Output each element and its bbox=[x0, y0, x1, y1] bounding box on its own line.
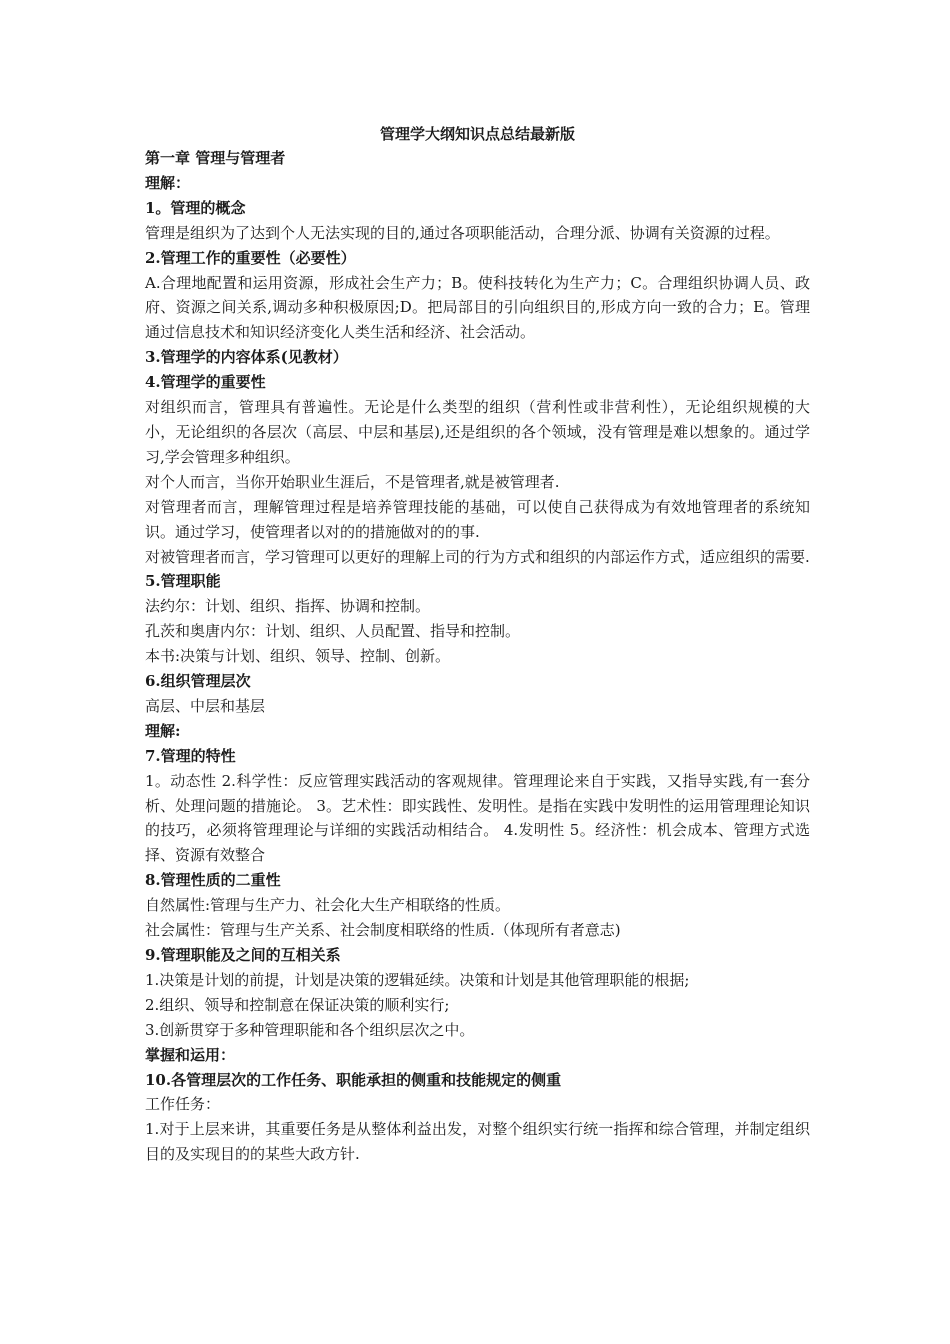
text-line: 工作任务： bbox=[145, 1095, 221, 1114]
heading-4: 4.管理学的重要性 bbox=[145, 373, 266, 392]
document-page bbox=[145, 122, 810, 1167]
paragraph: 1.对于上层来讲，其重要任务是从整体利益出发，对整个组织实行统一指挥和综合管理，并制定组织目的及实现目的的某些大政方针. bbox=[145, 1120, 810, 1164]
heading-8: 8.管理性质的二重性 bbox=[145, 871, 281, 890]
heading-3: 3.管理学的内容体系(见教材） bbox=[145, 348, 348, 367]
section-label-understand: 理解: bbox=[145, 721, 181, 740]
heading-1: 1。管理的概念 bbox=[145, 198, 246, 217]
text-line: 法约尔：计划、组织、指挥、协调和控制。 bbox=[145, 597, 431, 616]
text-line: 2.组织、领导和控制意在保证决策的顺利实行; bbox=[145, 995, 450, 1014]
text-line: 孔茨和奥唐内尔：计划、组织、人员配置、指导和控制。 bbox=[145, 622, 521, 641]
section-label-understand: 理解： bbox=[145, 173, 191, 192]
heading-9: 9.管理职能及之间的互相关系 bbox=[145, 946, 341, 964]
text-line: 社会属性：管理与生产关系、社会制度相联络的性质.（体现所有者意志) bbox=[145, 921, 621, 940]
heading-6: 6.组织管理层次 bbox=[145, 672, 251, 691]
paragraph: 对个人而言，当你开始职业生涯后，不是管理者,就是被管理者. bbox=[145, 472, 560, 491]
heading-7: 7.管理的特性 bbox=[145, 746, 236, 765]
text-line: 本书:决策与计划、组织、领导、控制、创新。 bbox=[145, 647, 451, 666]
heading-10: 10.各管理层次的工作任务、职能承担的侧重和技能规定的侧重 bbox=[145, 1070, 562, 1089]
chapter-heading: 第一章 管理与管理者 bbox=[145, 149, 286, 167]
document-title: 管理学大纲知识点总结最新版 bbox=[379, 125, 575, 143]
text-line: 1.决策是计划的前提，计划是决策的逻辑延续。决策和计划是其他管理职能的根据; bbox=[145, 970, 690, 989]
text-line: 高层、中层和基层 bbox=[145, 696, 266, 715]
document-body bbox=[145, 146, 810, 1167]
text-line: 3.创新贯穿于多种管理职能和各个组织层次之中。 bbox=[145, 1020, 475, 1039]
paragraph: 对组织而言，管理具有普遍性。无论是什么类型的组织（营利性或非营利性），无论组织规模的大小，无论组织的各层次（高层、中层和基层),还是组织的各个领域，没有管理是难以想象的。通过学习,学会管理多种组织。 bbox=[145, 398, 810, 466]
paragraph: 对被管理者而言，学习管理可以更好的理解上司的行为方式和组织的内部运作方式，适应组织的需要. bbox=[145, 547, 810, 566]
paragraph: A.合理地配置和运用资源，形成社会生产力；B。使科技转化为生产力；C。合理组织协调人员、政府、资源之间关系,调动多种积极原因;D。把局部目的引向组织目的,形成方向一致的合力；E。管理通过信息技术和知识经济变化人类生活和经济、社会活动。 bbox=[145, 273, 810, 342]
paragraph: 1。动态性 2.科学性：反应管理实践活动的客观规律。管理理论来自于实践，又指导实践,有一套分析、处理问题的措施论。 3。艺术性：即实践性、发明性。是指在实践中发明性的运用管理理论知识的技巧，必须将管理理论与详细的实践活动相结合。 4.发明性 5。经济性：机会成本、管理方式选择、资源有效整合 bbox=[145, 771, 810, 865]
section-label-master: 掌握和运用： bbox=[145, 1045, 236, 1064]
heading-2: 2.管理工作的重要性（必要性） bbox=[145, 248, 356, 267]
paragraph: 管理是组织为了达到个人无法实现的目的,通过各项职能活动，合理分派、协调有关资源的过程。 bbox=[145, 223, 780, 242]
text-line: 自然属性:管理与生产力、社会化大生产相联络的性质。 bbox=[145, 896, 511, 915]
heading-5: 5.管理职能 bbox=[145, 572, 221, 591]
paragraph: 对管理者而言，理解管理过程是培养管理技能的基础，可以使自己获得成为有效地管理者的系统知识。通过学习，使管理者以对的的措施做对的的事. bbox=[145, 497, 810, 541]
